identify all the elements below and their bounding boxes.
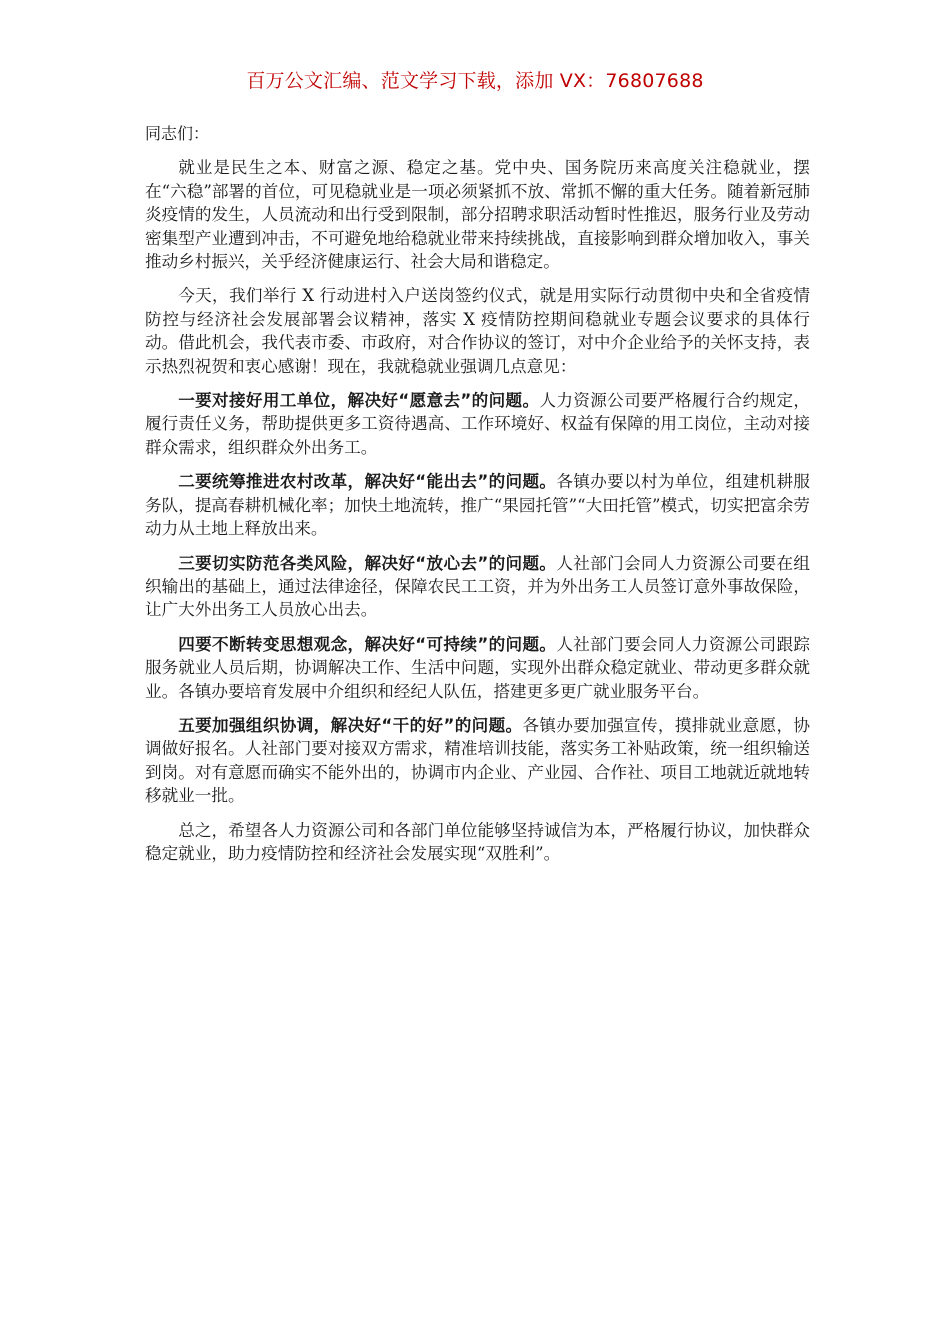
paragraph-text: 各镇办要加强宣传，摸排就业意愿，协调做好报名。人社部门要对接双方需求，精准培训技能，落实务工补贴政策，统一组织输送到岗。对有意愿而确实不能外出的，协调市内企业、产业园、合作社、项目工地就近就地转移就业一批。 [145, 715, 811, 806]
paragraph-lead: 二要统筹推进农村改革，解决好“能出去”的问题。 [178, 472, 557, 492]
salutation: 同志们： [145, 124, 210, 143]
paragraph-text: 人力资源公司要严格履行合约规定，履行责任义务，帮助提供更多工资待遇高、工作环境好、权益有保障的用工岗位，主动对接群众需求，组织群众外出务工。 [145, 391, 811, 457]
paragraph-intro [145, 156, 810, 273]
document-body [145, 122, 810, 876]
paragraph-point-2 [145, 470, 810, 540]
paragraph-text: 人社部门会同人力资源公司要在组织输出的基础上，通过法律途径，保障农民工工资，并为外出务工人员签订意外事故保险，让广大外出务工人员放心出去。 [145, 553, 811, 620]
header-banner: 百万公文汇编、范文学习下载，添加 VX：76807688 [246, 70, 704, 92]
paragraph-lead: 五要加强组织协调，解决好“干的好”的问题。 [178, 715, 523, 735]
paragraph-lead: 四要不断转变思想观念，解决好“可持续”的问题。 [178, 634, 557, 654]
paragraph-text: 各镇办要以村为单位，组建机耕服务队，提高春耕机械化率；加快土地流转，推广“果园托管”“大田托管”模式，切实把富余劳动力从土地上释放出来。 [145, 472, 811, 539]
paragraph-lead: 一要对接好用工单位，解决好“愿意去”的问题。 [178, 391, 540, 411]
paragraph-ceremony [145, 284, 810, 378]
paragraph-point-4 [145, 633, 810, 703]
paragraph-text: 今天，我们举行 X 行动进村入户送岗签约仪式，就是用实际行动贯彻中央和全省疫情防控与经济社会发展部署会议精神，落实 X 疫情防控期间稳就业专题会议要求的具体行动。借此机会，我代表市委、市政府，对合作协议的签订，对中介企业给予的关怀支持，表示热烈祝贺和衷心感谢！现在，我就稳就业强调几点意见： [145, 286, 810, 376]
paragraph-lead: 三要切实防范各类风险，解决好“放心去”的问题。 [178, 553, 557, 573]
paragraph-text: 就业是民生之本、财富之源、稳定之基。党中央、国务院历来高度关注稳就业，摆在“六稳”部署的首位，可见稳就业是一项必须紧抓不放、常抓不懈的重大任务。随着新冠肺炎疫情的发生，人员流动和出行受到限制，部分招聘求职活动暂时性推迟，服务行业及劳动密集型产业遭到冲击，不可避免地给稳就业带来持续挑战，直接影响到群众增加收入，事关推动乡村振兴，关乎经济健康运行、社会大局和谐稳定。 [145, 158, 810, 272]
paragraph-text: 人社部门要会同人力资源公司跟踪服务就业人员后期，协调解决工作、生活中问题，实现外出群众稳定就业、带动更多群众就业。各镇办要培育发展中介组织和经纪人队伍，搭建更多更广就业服务平台。 [145, 634, 811, 701]
paragraph-text: 总之，希望各人力资源公司和各部门单位能够坚持诚信为本，严格履行协议，加快群众稳定就业，助力疫情防控和经济社会发展实现“双胜利”。 [145, 820, 810, 863]
paragraph-point-1 [145, 389, 810, 459]
paragraph-point-3 [145, 552, 810, 622]
paragraph-conclusion [145, 819, 810, 866]
paragraph-point-5 [145, 714, 810, 808]
